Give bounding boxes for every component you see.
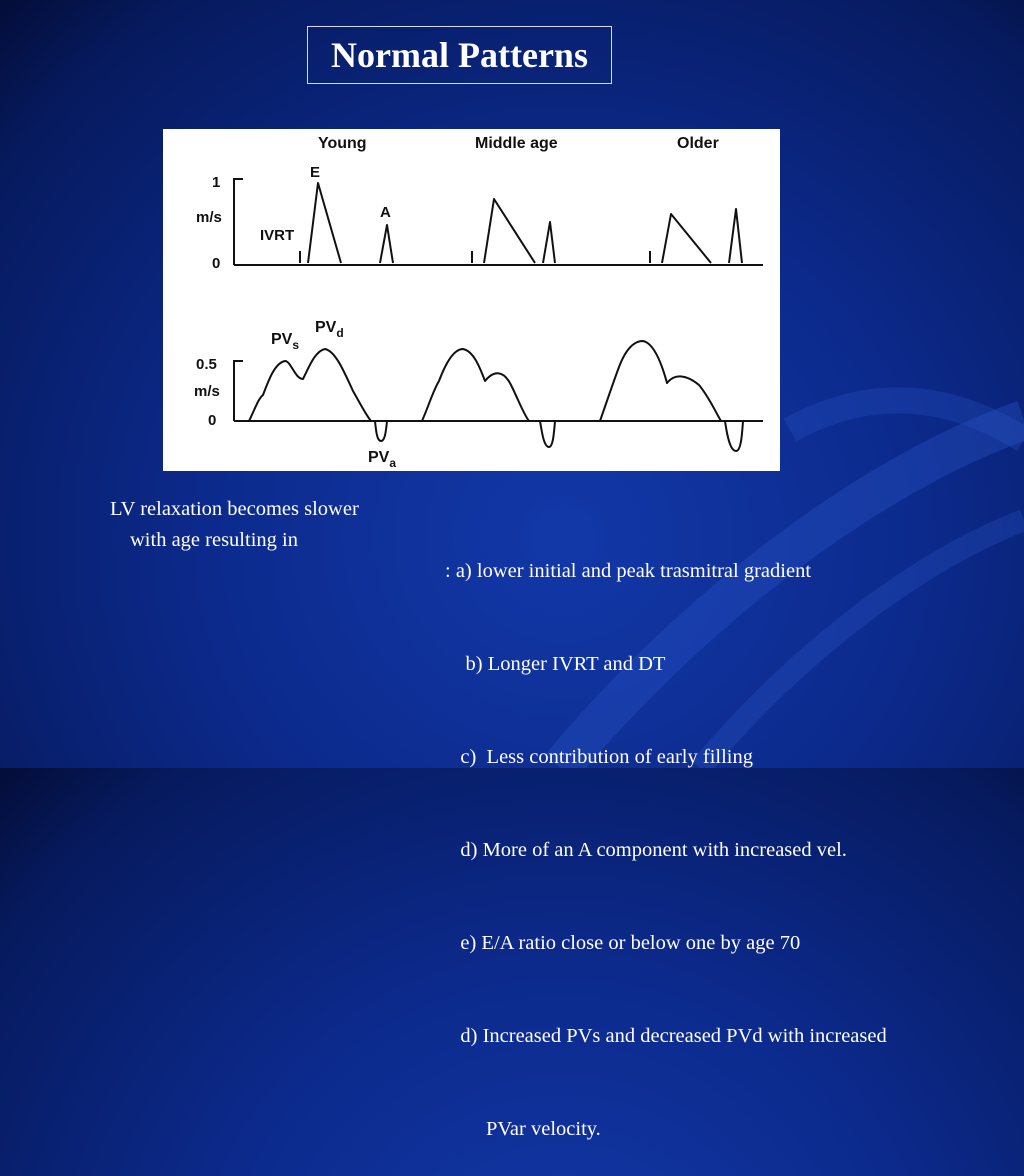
e-wave-label: E	[310, 164, 321, 181]
left-text-line-2: with age resulting in	[130, 529, 298, 551]
mitral-ylabel: m/s	[196, 209, 222, 226]
left-text-line-1: LV relaxation becomes slower	[110, 498, 359, 520]
mitral-tick-1: 1	[212, 174, 221, 191]
column-older-label: Older	[677, 135, 719, 152]
pulmonary-axis	[234, 361, 763, 421]
doppler-figure	[163, 129, 780, 471]
pulmonary-tick-0: 0	[208, 412, 217, 429]
column-middle-age-label: Middle age	[475, 135, 558, 152]
finding-line-f: d) Increased PVs and decreased PVd with increased	[445, 1025, 887, 1047]
finding-line-e: e) E/A ratio close or below one by age 70	[445, 932, 801, 954]
a-wave-label: A	[380, 204, 391, 221]
pulmonary-waveforms	[249, 341, 743, 451]
mitral-tick-0: 0	[212, 255, 221, 272]
ivrt-label: IVRT	[260, 227, 295, 244]
pva-label: $PV_a$	[368, 449, 397, 470]
finding-line-f-cont: PVar velocity.	[445, 1118, 601, 1140]
slide-title: Normal Patterns	[307, 26, 612, 84]
findings-list	[445, 494, 1020, 1176]
column-young-label: Young	[318, 135, 367, 152]
pvd-label: $PV_d$	[315, 319, 344, 340]
left-description	[110, 494, 440, 556]
pvs-label: $PV_s$	[271, 331, 300, 352]
pulmonary-ylabel: m/s	[194, 383, 220, 400]
finding-line-d: d) More of an A component with increased vel.	[445, 839, 847, 861]
finding-line-b: b) Longer IVRT and DT	[445, 653, 666, 675]
finding-line-a: : a) lower initial and peak trasmitral gradient	[445, 560, 812, 582]
mitral-waveforms	[300, 183, 742, 263]
pulmonary-tick-05: 0.5	[196, 356, 217, 373]
finding-line-c: c) Less contribution of early filling	[445, 746, 753, 768]
